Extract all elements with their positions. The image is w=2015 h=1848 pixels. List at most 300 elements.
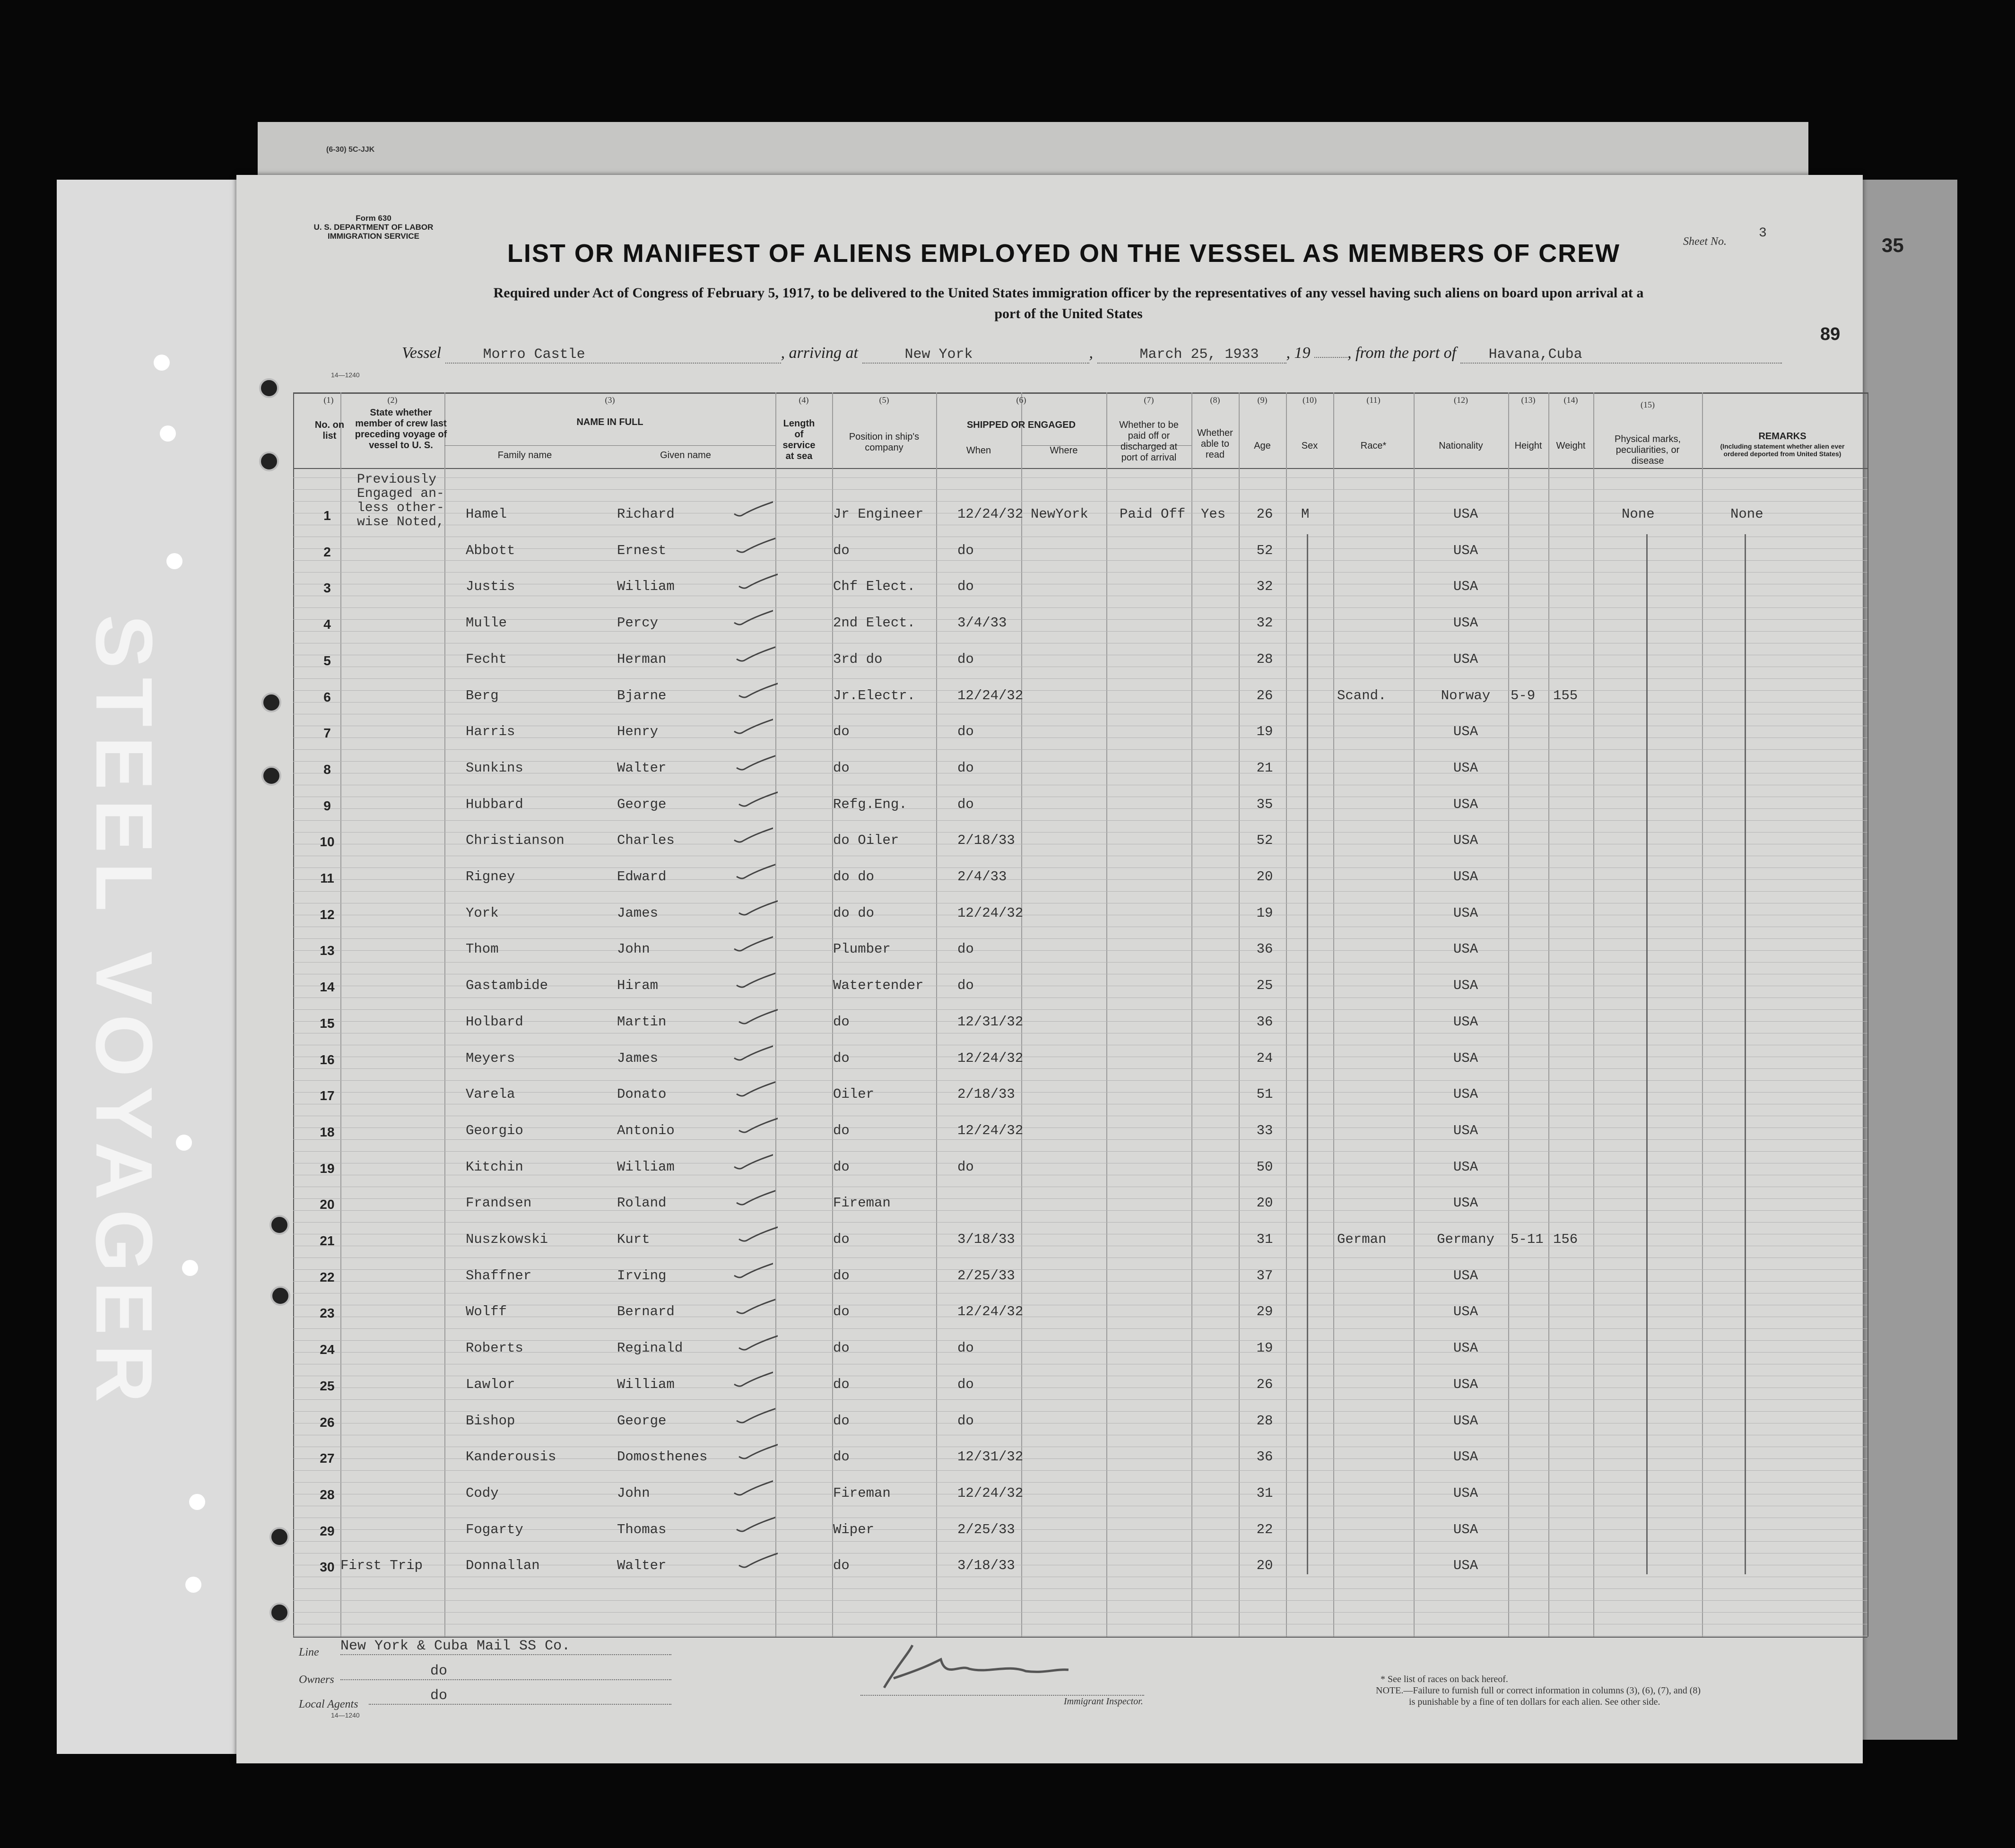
- given-name: George: [617, 1413, 667, 1429]
- sex: M: [1301, 506, 1310, 522]
- given-name: Charles: [617, 833, 675, 849]
- given-name: Antonio: [617, 1122, 675, 1138]
- binder-hole: [166, 553, 182, 569]
- grid-rule: [293, 1612, 1867, 1613]
- position: Chf Elect.: [833, 579, 916, 595]
- position: do: [833, 1232, 850, 1247]
- position: do: [833, 1449, 850, 1465]
- given-name: William: [617, 1376, 675, 1392]
- grid-rule: [293, 572, 1867, 573]
- nationality: USA: [1453, 1340, 1478, 1356]
- column-rule: [1548, 392, 1549, 1637]
- grid-rule: [293, 749, 1867, 750]
- position: do: [833, 760, 850, 776]
- col4-num: (4): [799, 395, 809, 405]
- row-number: 14: [320, 980, 335, 995]
- position: 2nd Elect.: [833, 615, 916, 631]
- row-number: 21: [320, 1233, 335, 1248]
- col3-given-header: Given name: [660, 450, 711, 460]
- col6-where-header: Where: [1050, 445, 1078, 456]
- check-mark: [730, 498, 773, 517]
- sheet-label: Sheet No.: [1683, 235, 1727, 248]
- column-rule: [936, 392, 937, 1637]
- shipped-when: 12/24/32: [957, 687, 1024, 703]
- row-number: 1: [323, 508, 331, 523]
- family-name: Wolff: [466, 1304, 507, 1320]
- family-name: Hamel: [466, 506, 507, 522]
- check-mark: [733, 643, 775, 662]
- family-name: Varela: [466, 1086, 515, 1102]
- check-mark: [735, 1223, 778, 1242]
- given-name: William: [617, 579, 675, 595]
- nationality: USA: [1453, 905, 1478, 921]
- col2-num: (2): [387, 395, 398, 405]
- col6-header: SHIPPED OR ENGAGED: [966, 420, 1076, 430]
- binder-hole: [189, 1494, 205, 1510]
- family-name: Nuszkowski: [466, 1232, 548, 1247]
- shipped-when: 12/24/32: [957, 905, 1024, 921]
- col8-num: (8): [1210, 395, 1220, 405]
- shipped-when: 12/24/32: [957, 1304, 1024, 1320]
- position: do: [833, 1558, 850, 1574]
- nationality: USA: [1453, 542, 1478, 558]
- position: do: [833, 1122, 850, 1138]
- col8-header: Whether able to read: [1197, 428, 1233, 460]
- row-number: 10: [320, 834, 335, 850]
- binder-hole: [261, 693, 281, 712]
- position: do: [833, 1413, 850, 1429]
- family-name: Justis: [466, 579, 515, 595]
- small-code-top: 14—1240: [331, 371, 360, 379]
- grid-rule: [293, 702, 1867, 703]
- nationality: USA: [1453, 869, 1478, 885]
- column-rule: [1867, 392, 1868, 1637]
- family-name: Kanderousis: [466, 1449, 556, 1465]
- height: 5-9: [1511, 687, 1536, 703]
- race: German: [1337, 1232, 1387, 1247]
- col3-header: NAME IN FULL: [576, 417, 643, 427]
- position: do: [833, 1159, 850, 1175]
- age: 36: [1256, 1449, 1273, 1465]
- nationality: USA: [1453, 1413, 1478, 1429]
- shipped-when: 12/24/32: [957, 1485, 1024, 1501]
- family-name: Donnallan: [466, 1558, 540, 1574]
- column-rule: [1702, 392, 1703, 1637]
- age: 36: [1256, 1014, 1273, 1030]
- footnote-1: * See list of races on back hereof.: [1381, 1674, 1508, 1684]
- col12-num: (12): [1454, 395, 1468, 405]
- family-name: Christianson: [466, 833, 565, 849]
- shipped-when: do: [957, 1340, 974, 1356]
- nationality: USA: [1453, 579, 1478, 595]
- col6-num: (6): [1016, 395, 1026, 405]
- given-name: Donato: [617, 1086, 667, 1102]
- check-mark: [733, 1295, 775, 1314]
- col1-header: No. on list: [314, 420, 345, 441]
- col10-header: Sex: [1301, 441, 1318, 451]
- age: 20: [1256, 1558, 1273, 1574]
- nationality: USA: [1453, 1267, 1478, 1284]
- position: Refg.Eng.: [833, 796, 907, 812]
- family-name: Holbard: [466, 1014, 523, 1030]
- grid-rule: [293, 737, 1867, 738]
- given-name: Bjarne: [617, 687, 667, 703]
- given-name: Kurt: [617, 1232, 650, 1247]
- family-name: Fogarty: [466, 1521, 523, 1537]
- position: 3rd do: [833, 651, 883, 667]
- column-rule: [1333, 392, 1334, 1637]
- side-stamp: STEEL VOYAGER: [79, 615, 169, 1412]
- family-name: Roberts: [466, 1340, 523, 1356]
- row-number: 13: [320, 943, 335, 958]
- family-name: Berg: [466, 687, 499, 703]
- nationality: USA: [1453, 1050, 1478, 1066]
- position: Plumber: [833, 941, 891, 957]
- grid-rule: [293, 1139, 1867, 1140]
- column-rule: [1414, 392, 1415, 1637]
- row-number: 8: [323, 762, 331, 777]
- col16-subheader: (Including statement whether alien ever ordered deported from United States): [1720, 442, 1845, 458]
- position: do: [833, 1340, 850, 1356]
- shipped-when: 12/24/32: [957, 1050, 1024, 1066]
- col6-when-header: When: [966, 445, 991, 456]
- grid-rule: [293, 1399, 1867, 1400]
- position: do do: [833, 905, 875, 921]
- col14-num: (14): [1563, 395, 1578, 405]
- family-name: Fecht: [466, 651, 507, 667]
- shipped-when: do: [957, 796, 974, 812]
- grid-rule: [293, 1009, 1867, 1010]
- nationality: USA: [1453, 1086, 1478, 1102]
- family-name: Frandsen: [466, 1195, 532, 1211]
- given-name: Henry: [617, 724, 659, 740]
- shipped-when: 12/24/32: [957, 506, 1024, 522]
- age: 50: [1256, 1159, 1273, 1175]
- owners-label: Owners: [299, 1674, 334, 1686]
- age: 26: [1256, 1376, 1273, 1392]
- family-name: Gastambide: [466, 978, 548, 994]
- remarks: None: [1730, 506, 1763, 522]
- row-number: 12: [320, 907, 335, 922]
- given-name: Ernest: [617, 542, 667, 558]
- agents-label: Local Agents: [299, 1698, 358, 1710]
- binder-hole: [269, 1215, 289, 1235]
- family-name: Shaffner: [466, 1267, 532, 1284]
- shipped-when: 2/4/33: [957, 869, 1007, 885]
- row-number: 24: [320, 1342, 335, 1357]
- row-number: 18: [320, 1124, 335, 1139]
- nationality: USA: [1453, 1449, 1478, 1465]
- age: 52: [1256, 542, 1273, 558]
- ditto-line: [1646, 534, 1648, 1574]
- paid-off: Paid Off: [1120, 506, 1186, 522]
- shipped-when: do: [957, 1413, 974, 1429]
- position: Oiler: [833, 1086, 875, 1102]
- given-name: Reginald: [617, 1340, 683, 1356]
- position: do: [833, 1267, 850, 1284]
- position: Fireman: [833, 1485, 891, 1501]
- family-name: Sunkins: [466, 760, 523, 776]
- col2-header: State whether member of crew last preceding voyage of vessel to U. S.: [355, 408, 447, 451]
- weight: 156: [1553, 1232, 1578, 1247]
- row-number: 9: [323, 798, 331, 813]
- age: 51: [1256, 1086, 1273, 1102]
- row-number: 26: [320, 1414, 335, 1430]
- row-number: 6: [323, 689, 331, 704]
- shipped-when: do: [957, 760, 974, 776]
- form-label: [303, 214, 444, 241]
- grid-rule: [293, 879, 1867, 880]
- given-name: Walter: [617, 1558, 667, 1574]
- age: 20: [1256, 1195, 1273, 1211]
- given-name: James: [617, 905, 659, 921]
- crew-status: First Trip: [340, 1558, 423, 1574]
- family-name: Thom: [466, 941, 499, 957]
- row-number: 7: [323, 726, 331, 741]
- given-name: Bernard: [617, 1304, 675, 1320]
- shipped-when: do: [957, 1159, 974, 1175]
- given-name: Walter: [617, 760, 667, 776]
- col15-num: (15): [1641, 400, 1655, 409]
- position: do: [833, 1014, 850, 1030]
- age: 37: [1256, 1267, 1273, 1284]
- weight: 155: [1553, 687, 1578, 703]
- check-mark: [735, 1549, 778, 1568]
- age: 28: [1256, 1413, 1273, 1429]
- able-to-read: Yes: [1201, 506, 1226, 522]
- row-number: 22: [320, 1269, 335, 1284]
- arriving-port: New York: [862, 347, 1089, 364]
- age: 33: [1256, 1122, 1273, 1138]
- ditto-line: [1307, 534, 1308, 1574]
- binder-hole: [269, 1527, 289, 1547]
- given-name: Thomas: [617, 1521, 667, 1537]
- given-name: James: [617, 1050, 659, 1066]
- form-label-line-2: U. S. DEPARTMENT OF LABOR: [313, 223, 434, 232]
- row-number: 28: [320, 1487, 335, 1502]
- agents-value: do: [369, 1688, 671, 1705]
- position: do Oiler: [833, 833, 899, 849]
- line-label: Line: [299, 1646, 319, 1658]
- shipped-when: do: [957, 651, 974, 667]
- grid-rule: [293, 761, 1867, 762]
- subtitle-line-2: port of the United States: [994, 306, 1143, 321]
- age: 19: [1256, 905, 1273, 921]
- row-number: 29: [320, 1523, 335, 1538]
- row-number: 3: [323, 581, 331, 596]
- col13-header: Height: [1514, 441, 1542, 451]
- column-rule: [1239, 392, 1240, 1637]
- nationality: USA: [1453, 1521, 1478, 1537]
- footnote-3: is punishable by a fine of ten dollars for each alien. See other side.: [1409, 1697, 1660, 1707]
- given-name: John: [617, 1485, 650, 1501]
- age: 52: [1256, 833, 1273, 849]
- age: 26: [1256, 506, 1273, 522]
- family-name: Bishop: [466, 1413, 515, 1429]
- shipped-when: 2/18/33: [957, 833, 1015, 849]
- vessel-line: Vessel Morro Castle , arriving at New York , March 25, 1933 , 19 , from the port of Havana,Cuba: [402, 344, 1782, 364]
- check-mark: [735, 679, 778, 698]
- col1-num: (1): [323, 395, 334, 405]
- grid-rule: [293, 1600, 1867, 1601]
- row-number: 30: [320, 1560, 335, 1575]
- check-mark: [735, 788, 778, 807]
- age: 31: [1256, 1485, 1273, 1501]
- subtitle-line-1: Required under Act of Congress of February 5, 1917, to be delivered to the United States immigration officer by the representatives of any vessel having such aliens on board upon arrival at a: [493, 285, 1644, 301]
- position: do: [833, 1304, 850, 1320]
- top-tab-sheet: [258, 122, 1808, 179]
- row-number: 23: [320, 1306, 335, 1321]
- grid-rule: [293, 962, 1867, 963]
- given-name: Herman: [617, 651, 667, 667]
- shipped-when: do: [957, 724, 974, 740]
- given-name: Roland: [617, 1195, 667, 1211]
- family-name: Cody: [466, 1485, 499, 1501]
- age: 36: [1256, 941, 1273, 957]
- grid-rule: [293, 1482, 1867, 1483]
- check-mark: [735, 1006, 778, 1024]
- check-mark: [735, 1332, 778, 1351]
- age: 32: [1256, 579, 1273, 595]
- family-name: York: [466, 905, 499, 921]
- col12-header: Nationality: [1439, 441, 1483, 451]
- grid-rule: [293, 1588, 1867, 1589]
- col15-header: Physical marks, peculiarities, or disease: [1614, 434, 1681, 466]
- inspector-line: [860, 1695, 1144, 1696]
- shipped-when: 12/24/32: [957, 1122, 1024, 1138]
- position: do: [833, 724, 850, 740]
- agents-code: 14—1240: [331, 1711, 360, 1719]
- nationality: USA: [1453, 615, 1478, 631]
- nationality: Germany: [1437, 1232, 1494, 1247]
- check-mark: [730, 1477, 773, 1496]
- year-prefix: 19: [1294, 344, 1311, 362]
- given-name: Irving: [617, 1267, 667, 1284]
- column-rule: [1191, 392, 1192, 1637]
- given-name: Martin: [617, 1014, 667, 1030]
- grid-rule: [293, 678, 1867, 679]
- age: 24: [1256, 1050, 1273, 1066]
- nationality: USA: [1453, 833, 1478, 849]
- grid-rule: [293, 1068, 1867, 1069]
- column-rule: [340, 392, 341, 1637]
- age: 35: [1256, 796, 1273, 812]
- given-name: George: [617, 796, 667, 812]
- check-mark: [733, 1078, 775, 1097]
- col7-num: (7): [1144, 395, 1154, 405]
- line-value: New York & Cuba Mail SS Co.: [340, 1638, 671, 1655]
- col11-num: (11): [1366, 395, 1381, 405]
- nationality: USA: [1453, 651, 1478, 667]
- position: Jr Engineer: [833, 506, 924, 522]
- col16-header: REMARKS: [1758, 431, 1807, 442]
- check-mark: [733, 752, 775, 771]
- col13-num: (13): [1521, 395, 1536, 405]
- check-mark: [733, 1513, 775, 1532]
- shipped-when: 12/31/32: [957, 1449, 1024, 1465]
- row-number: 27: [320, 1451, 335, 1466]
- header-rule: [444, 445, 775, 446]
- age: 20: [1256, 869, 1273, 885]
- family-name: Georgio: [466, 1122, 523, 1138]
- check-mark: [735, 570, 778, 589]
- grid-rule: [293, 501, 1867, 502]
- grid-rule: [293, 1411, 1867, 1412]
- check-mark: [730, 1151, 773, 1170]
- col5-num: (5): [879, 395, 889, 405]
- given-name: Hiram: [617, 978, 659, 994]
- grid-rule: [293, 1151, 1867, 1152]
- col9-header: Age: [1254, 441, 1271, 451]
- shipped-when: 2/18/33: [957, 1086, 1015, 1102]
- column-rule: [293, 392, 294, 1637]
- family-name: Hubbard: [466, 796, 523, 812]
- check-mark: [733, 534, 775, 553]
- from-label: from the port of: [1355, 344, 1457, 362]
- nationality: Norway: [1441, 687, 1491, 703]
- vessel-label: Vessel: [402, 344, 442, 362]
- col14-header: Weight: [1556, 441, 1586, 451]
- grid-rule: [293, 690, 1867, 691]
- inspector-label: Immigrant Inspector.: [1064, 1696, 1143, 1707]
- binder-hole: [270, 1286, 290, 1306]
- nationality: USA: [1453, 1195, 1478, 1211]
- from-port: Havana,Cuba: [1460, 347, 1782, 364]
- form-label-line-1: Form 630: [356, 214, 391, 223]
- grid-rule: [293, 1080, 1867, 1081]
- form-code: (6-30) 5C-JJK: [326, 146, 375, 154]
- shipped-when: 3/18/33: [957, 1232, 1015, 1247]
- check-mark: [730, 607, 773, 625]
- position: Watertender: [833, 978, 924, 994]
- check-mark: [735, 1114, 778, 1133]
- height: 5-11: [1511, 1232, 1544, 1247]
- check-mark: [735, 897, 778, 916]
- grid-rule: [293, 1470, 1867, 1471]
- nationality: USA: [1453, 1304, 1478, 1320]
- position: do: [833, 1050, 850, 1066]
- physical-marks: None: [1622, 506, 1655, 522]
- check-mark: [733, 1405, 775, 1423]
- check-mark: [730, 933, 773, 952]
- grid-rule: [293, 477, 1867, 478]
- inspector-signature: [865, 1636, 1073, 1697]
- col9-num: (9): [1257, 395, 1268, 405]
- column-rule: [1106, 392, 1107, 1637]
- form-label-line-3: IMMIGRATION SERVICE: [328, 232, 419, 241]
- check-mark: [733, 860, 775, 879]
- footnote-2: NOTE.—Failure to furnish full or correct information in columns (3), (6), (7), and (8): [1376, 1685, 1701, 1696]
- binder-hole: [269, 1603, 289, 1622]
- nationality: USA: [1453, 1122, 1478, 1138]
- nationality: USA: [1453, 724, 1478, 740]
- page-number-top: 35: [1882, 234, 1904, 256]
- family-name: Lawlor: [466, 1376, 515, 1392]
- row-number: 15: [320, 1015, 335, 1031]
- check-mark: [733, 969, 775, 988]
- check-mark: [730, 1042, 773, 1061]
- grid-rule: [293, 1328, 1867, 1329]
- shipped-when: 12/31/32: [957, 1014, 1024, 1030]
- binder-hole: [160, 425, 176, 442]
- grid-rule: [293, 1222, 1867, 1223]
- age: 22: [1256, 1521, 1273, 1537]
- given-name: Richard: [617, 506, 675, 522]
- binder-hole: [261, 766, 281, 786]
- shipped-when: 3/18/33: [957, 1558, 1015, 1574]
- shipped-when: 3/4/33: [957, 615, 1007, 631]
- grid-rule: [293, 1340, 1867, 1341]
